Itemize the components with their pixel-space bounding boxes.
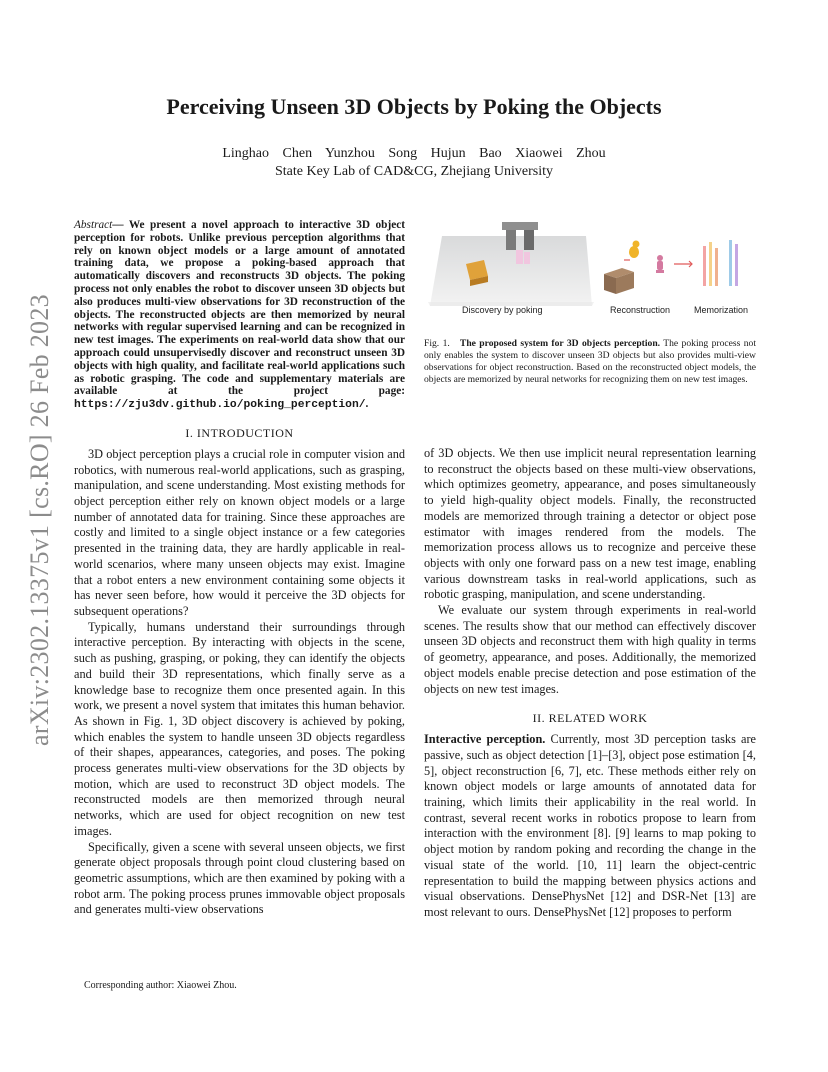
related-work-body: Currently, most 3D perception tasks are passive, such as object detection [1]–[3], object pose estimation [4, 5], object reconstruction [6, 7], etc. These methods either rely on known object models or large amounts of annotated data for training, which limits their applicability in the real world. In contrast, several recent works in robotics propose to learn from interaction with the environment [8]. [9] learns to map poking to object motion by random poking and recording the change in the visual state of the world. [10, 11] learn the object-centric representation to build the mapping between physics actions and visual observations. DensePhysNet [12] and DSR-Net [13] are most relevant to ours. DensePhysNet [12] proposes to perform [424, 732, 757, 919]
figure-label-memorization: Memorization [694, 305, 749, 315]
figure-1-image [424, 222, 756, 318]
related-work-paragraph-1 [424, 732, 756, 920]
reconstructed-figurine-icon [656, 255, 664, 273]
project-url-link[interactable]: https://zju3dv.github.io/poking_perception/ [74, 399, 366, 412]
related-work-lead: Interactive perception. [424, 732, 546, 747]
figure-label-reconstruction: Reconstruction [610, 305, 671, 315]
intro-paragraph-1: 3D object perception plays a crucial role in computer vision and robotics, with numerous real-world applications, such as grasping, manipulation, and scene understanding. Most existing methods for object perception either rely on known object models or a large number of annotated data for training. Since these approaches are costly and limited to a single object instance or a few categories presented in the training data, they are hardly applicable in real-world scenarios, where many unseen objects may exist. Imagine that a robot enters a new environment containing some objects it has never seen before, how would it perceive the 3D objects for subsequent operations? [74, 446, 405, 618]
corresponding-author-footnote: Corresponding author: Xiaowei Zhou. [84, 980, 237, 991]
section-heading-introduction: I. INTRODUCTION [185, 425, 294, 440]
intro-paragraph-2: Typically, humans understand their surroundings through interactive perception. By interacting with objects in the scene, such as pushing, grasping, or poking, they can identify the objects and build their 3D representations, which finally serve as a knowledge base to recognize them once presented again. In this work, we present a novel system that imitates this human behavior. As shown in Fig. 1, 3D object discovery is achieved by poking, which enables the system to handle unseen 3D objects regardless of their shapes, appearances, categories, and poses. The poking process generates multi-view observations for the 3D objects by motion, which are used to reconstruct 3D object models. The reconstructed models are then memorized through neural networks, which are used for object recognition on new test images. [74, 619, 405, 838]
paper-title: Perceiving Unseen 3D Objects by Poking the Objects [166, 94, 662, 119]
figure-caption-body: The poking process not only enables the system to discover unseen 3D objects but also provides multi-view observations for object reconstruction. Based on the reconstructed object models, the objects are memorized by neural networks for recognizing them on new test images. [424, 338, 756, 385]
left-column [74, 219, 405, 918]
abstract-body: — We present a novel approach to interactive 3D object perception for robots. Unlike previous perception algorithms that rely on known object models or a large amount of annotated training data, we propose a poking-based approach that automatically discovers and reconstructs 3D objects. The poking process not only enables the robot to discover unseen 3D objects but also produces multi-view observations for 3D reconstruction of the objects. The reconstructed objects are then memorized by neural networks with regular supervised learning and can be recognized in new test images. The experiments on real-world data show that our approach could unsupervisedly discover and reconstruct unseen 3D objects with high quality, and facilitate real-world applications such as robotic grasping. The code and supplementary materials are available at the project page: [74, 219, 405, 398]
abstract [74, 219, 405, 412]
section-heading-related-work: II. RELATED WORK [532, 711, 648, 726]
figure-1-caption [424, 338, 756, 386]
intro-paragraph-5: We evaluate our system through experiments in real-world scenes. The results show that our method can effectively discover unseen 3D objects and reconstruct them with high quality in terms of geometry, appearance, and poses. Additionally, the memorized object models enable precise detection and pose estimation of the objects on new test images. [424, 603, 756, 696]
right-column [424, 446, 756, 921]
author-list: Linghao Chen Yunzhou Song Hujun Bao Xiaowei Zhou [222, 146, 606, 161]
figure-caption-prefix: Fig. 1. [424, 338, 450, 349]
abstract-lead: Abstract [74, 219, 113, 231]
abstract-end: . [365, 398, 369, 411]
arxiv-identifier: arXiv:2302.13375v1 [cs.RO] 26 Feb 2023 [25, 294, 54, 746]
intro-paragraph-3: Specifically, given a scene with several unseen objects, we first generate object proposals through point cloud clustering based on geometric assumptions, which are then examined by poking with a robot arm. The poking process prunes immovable object proposals and generates multi-view observations [74, 839, 405, 917]
affiliation: State Key Lab of CAD&CG, Zhejiang University [274, 164, 553, 179]
figure-caption-title: The proposed system for 3D objects perception. [459, 338, 661, 349]
intro-paragraph-4: of 3D objects. We then use implicit neural representation learning to reconstruct the objects based on these multi-view observations, which optimizes geometry, appearance, and poses simultaneously to yield high-quality object models. Finally, the reconstructed models are memorized through training a detector or object pose estimator with images rendered from the models. The memorization process allows us to recognize and perceive these objects with only one forward pass on a new test image, enabling various downstream tasks in real-world applications, such as robotic grasping, manipulation, and scene understanding. [424, 446, 756, 602]
figure-label-discovery: Discovery by poking [462, 305, 543, 315]
